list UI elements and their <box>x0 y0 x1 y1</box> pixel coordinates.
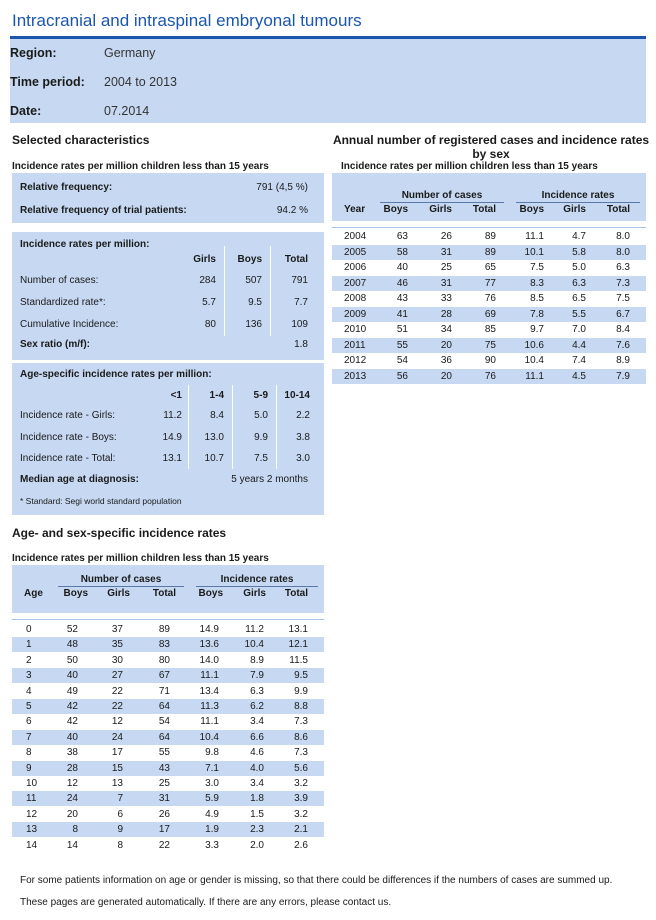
footnote: * Standard: Segi world standard population <box>20 496 182 506</box>
row-key-cell: 13 <box>26 824 38 836</box>
value-cell: 20 <box>440 339 452 351</box>
value-cell: 31 <box>158 793 170 805</box>
value-cell: 65 <box>484 262 496 273</box>
value-cell: 3.9 <box>294 793 308 805</box>
value-cell: 7.8 <box>530 308 544 320</box>
value-cell: 33 <box>440 293 452 304</box>
value-cell: 13 <box>111 778 123 789</box>
value-cell: 3.3 <box>205 839 219 851</box>
value-cell: 9.5 <box>248 297 262 308</box>
value-cell: 5.6 <box>294 762 308 774</box>
group-underline <box>58 586 184 587</box>
col-rate-boys: Boys <box>519 204 544 215</box>
row-label: Incidence rate - Girls: <box>20 410 116 421</box>
value-cell: 7.6 <box>616 339 630 351</box>
value-cell: 11.3 <box>200 701 219 712</box>
col-lt1: <1 <box>170 390 182 401</box>
header-separator <box>12 619 324 620</box>
value-cell: 58 <box>396 246 408 258</box>
value-cell: 42 <box>66 716 78 728</box>
table-row <box>332 245 646 260</box>
value-cell: 13.4 <box>199 685 219 697</box>
value-cell: 24 <box>66 793 78 805</box>
page-title: Intracranial and intraspinal embryonal tumours <box>12 11 362 30</box>
value-cell: 10.4 <box>199 731 219 743</box>
row-key-cell: 2009 <box>344 308 367 320</box>
value-cell: 791 <box>291 275 308 286</box>
row-key-cell: 2004 <box>344 231 367 242</box>
value-cell: 75 <box>484 339 496 351</box>
row-label: Incidence rate - Total: <box>20 453 116 464</box>
annual-table <box>332 173 646 383</box>
value-cell: 11.1 <box>525 231 544 242</box>
value-cell: 7.9 <box>250 670 264 682</box>
value-cell: 51 <box>396 324 408 335</box>
row-key-cell: 2011 <box>344 339 366 351</box>
table-row <box>12 714 324 729</box>
value-cell: 17 <box>158 824 170 836</box>
info-value: Germany <box>104 46 156 60</box>
table-row <box>12 684 324 699</box>
value-cell: 7.0 <box>572 324 586 335</box>
value-cell: 9 <box>117 824 123 836</box>
row-key-cell: 1 <box>26 639 32 651</box>
value-cell: 3.0 <box>296 453 310 464</box>
row-key-cell: 12 <box>26 808 38 820</box>
sex-ratio-label: Sex ratio (m/f): <box>20 339 91 350</box>
value-cell: 10.4 <box>244 639 264 651</box>
table-row <box>12 730 324 745</box>
col-rate-total: Total <box>284 588 308 599</box>
value-cell: 10.6 <box>524 339 544 351</box>
value-cell: 40 <box>66 670 78 682</box>
group-rates: Incidence rates <box>541 190 615 201</box>
group-cases: Number of cases <box>401 190 483 201</box>
row-key-cell: 2 <box>26 654 32 666</box>
value-cell: 13.1 <box>162 453 182 464</box>
value-cell: 25 <box>158 778 170 789</box>
row-key-cell: 2013 <box>344 370 367 382</box>
value-cell: 3.4 <box>250 778 264 789</box>
value-cell: 4.5 <box>572 370 586 382</box>
row-key-cell: 4 <box>26 685 32 697</box>
incidence-panel <box>12 232 324 360</box>
row-key-cell: 6 <box>26 716 32 728</box>
col-girls: Girls <box>429 204 452 215</box>
value-cell: 46 <box>396 277 408 289</box>
value-cell: 7 <box>117 793 123 805</box>
info-value: 2004 to 2013 <box>104 75 177 89</box>
value-cell: 3.2 <box>294 778 308 789</box>
value-cell: 89 <box>484 231 496 242</box>
col-girls: Girls <box>107 588 130 599</box>
value-cell: 9.9 <box>254 432 268 443</box>
table-row <box>12 653 324 668</box>
annual-heading-line: by sex <box>472 147 510 161</box>
value-cell: 7.9 <box>616 370 630 382</box>
value-cell: 3.8 <box>296 432 310 443</box>
value-cell: 8.0 <box>616 246 630 258</box>
row-key-cell: 2010 <box>344 324 367 335</box>
value-cell: 9.7 <box>530 324 544 335</box>
value-cell: 38 <box>66 747 78 759</box>
table-row <box>332 369 646 384</box>
value-cell: 7.7 <box>294 297 308 308</box>
col-boys: Boys <box>63 588 88 599</box>
value-cell: 5.9 <box>205 793 219 805</box>
selected-heading: Selected characteristics <box>12 133 150 147</box>
info-value: 07.2014 <box>104 104 150 118</box>
selected-subheading: Incidence rates per million children less than 15 years <box>12 161 269 172</box>
age-specific-heading: Age-specific incidence rates per million: <box>20 369 212 380</box>
value-cell: 15 <box>111 762 123 774</box>
row-key-cell: 2006 <box>344 262 367 273</box>
value-cell: 136 <box>245 319 262 330</box>
value-cell: 12 <box>66 778 78 789</box>
value-cell: 6.3 <box>250 685 264 697</box>
table-row <box>12 822 324 837</box>
value-cell: 9.5 <box>294 670 308 682</box>
value-cell: 27 <box>111 670 123 682</box>
value-cell: 1.9 <box>205 824 219 836</box>
median-age-value: 5 years 2 months <box>231 474 308 485</box>
agesex-subheading: Incidence rates per million children less than 15 years <box>12 553 269 564</box>
value-cell: 2.0 <box>250 839 264 851</box>
table-row <box>332 353 646 368</box>
value-cell: 3.0 <box>205 778 219 789</box>
footer-note: For some patients information on age or gender is missing, so that there could be differences if the numbers of cases are summed up. <box>20 875 613 886</box>
footer-note: These pages are generated automatically. If there are any errors, please contact us. <box>20 897 392 908</box>
value-cell: 13.1 <box>288 624 308 635</box>
value-cell: 1.8 <box>250 793 264 805</box>
value-cell: 22 <box>111 701 123 712</box>
table-row <box>12 761 324 776</box>
value-cell: 14.9 <box>162 432 182 443</box>
info-label: Date: <box>10 104 42 118</box>
table-row <box>332 322 646 337</box>
value-cell: 26 <box>158 808 170 820</box>
value-cell: 83 <box>158 639 170 651</box>
value-cell: 7.3 <box>616 277 630 289</box>
row-key-cell: 10 <box>26 778 38 789</box>
value-cell: 54 <box>396 355 408 366</box>
value-cell: 50 <box>66 654 78 666</box>
value-cell: 11.1 <box>200 716 219 728</box>
value-cell: 56 <box>396 370 408 382</box>
value-cell: 2.6 <box>294 839 308 851</box>
value-cell: 4.6 <box>250 747 264 759</box>
value-cell: 36 <box>440 355 452 366</box>
value-cell: 8.4 <box>616 324 630 335</box>
table-row <box>332 229 646 244</box>
table-row <box>12 668 324 683</box>
value-cell: 34 <box>440 324 452 335</box>
value-cell: 10.1 <box>524 246 544 258</box>
value-cell: 64 <box>158 731 170 743</box>
row-key-cell: 2005 <box>344 246 367 258</box>
group-rates: Incidence rates <box>220 574 294 585</box>
value-cell: 54 <box>158 716 170 728</box>
value-cell: 13.6 <box>199 639 219 651</box>
value-cell: 30 <box>111 654 123 666</box>
value-cell: 40 <box>66 731 78 743</box>
value-cell: 5.7 <box>202 297 216 308</box>
trial-label: Relative frequency of trial patients: <box>20 205 187 216</box>
value-cell: 507 <box>245 275 262 286</box>
table-row <box>332 291 646 306</box>
value-cell: 14.9 <box>199 624 219 635</box>
value-cell: 11.1 <box>525 370 544 382</box>
value-cell: 89 <box>484 246 496 258</box>
value-cell: 14 <box>66 839 78 851</box>
value-cell: 48 <box>66 639 78 651</box>
value-cell: 31 <box>440 246 452 258</box>
value-cell: 85 <box>484 324 496 335</box>
value-cell: 40 <box>396 262 408 273</box>
value-cell: 6.7 <box>616 308 630 320</box>
value-cell: 12 <box>111 716 123 728</box>
value-cell: 2.2 <box>296 410 310 421</box>
table-row <box>332 338 646 353</box>
relative-frequency-panel <box>12 173 324 223</box>
group-underline <box>380 202 504 203</box>
row-key-cell: 2008 <box>344 293 367 304</box>
trial-value: 94.2 % <box>276 205 308 216</box>
value-cell: 2.1 <box>294 824 308 836</box>
row-label: Number of cases: <box>20 275 99 286</box>
value-cell: 8.0 <box>616 231 630 242</box>
value-cell: 284 <box>199 275 216 286</box>
table-row <box>12 838 324 853</box>
col-rate-girls: Girls <box>563 204 586 215</box>
value-cell: 64 <box>158 701 170 712</box>
value-cell: 89 <box>158 624 170 635</box>
value-cell: 43 <box>396 293 408 304</box>
value-cell: 5.0 <box>254 410 268 421</box>
value-cell: 4.0 <box>250 762 264 774</box>
value-cell: 24 <box>111 731 123 743</box>
relative-frequency-label: Relative frequency: <box>20 182 113 193</box>
col-1-4: 1-4 <box>209 390 224 401</box>
row-key-cell: 8 <box>26 747 32 759</box>
annual-subheading: Incidence rates per million children less than 15 years <box>341 161 598 172</box>
value-cell: 7.5 <box>530 262 544 273</box>
age-specific-panel <box>12 363 324 515</box>
col-total: Total <box>472 204 496 215</box>
row-key-cell: 5 <box>26 701 32 712</box>
value-cell: 80 <box>158 654 170 666</box>
value-cell: 7.4 <box>572 355 586 366</box>
table-row <box>12 807 324 822</box>
value-cell: 43 <box>158 762 170 774</box>
value-cell: 7.1 <box>205 762 219 774</box>
col-year: Year <box>344 204 366 215</box>
value-cell: 41 <box>396 308 408 320</box>
value-cell: 52 <box>66 624 78 635</box>
table-row <box>12 699 324 714</box>
value-cell: 90 <box>484 355 496 366</box>
col-total: Total <box>152 588 176 599</box>
value-cell: 8.3 <box>530 277 544 289</box>
value-cell: 28 <box>66 762 78 774</box>
value-cell: 63 <box>396 231 408 242</box>
value-cell: 9.8 <box>205 747 219 759</box>
row-key-cell: 11 <box>26 793 37 805</box>
value-cell: 6.6 <box>250 731 264 743</box>
value-cell: 7.5 <box>616 293 630 304</box>
agesex-heading: Age- and sex-specific incidence rates <box>12 526 227 540</box>
info-label: Time period: <box>10 75 85 89</box>
value-cell: 37 <box>111 624 123 635</box>
value-cell: 2.3 <box>250 824 264 836</box>
table-row <box>332 276 646 291</box>
table-row <box>12 791 324 806</box>
value-cell: 69 <box>484 308 496 320</box>
value-cell: 8.4 <box>210 410 224 421</box>
incidence-heading: Incidence rates per million: <box>20 239 150 250</box>
info-label: Region: <box>10 46 57 60</box>
col-rate-total: Total <box>606 204 630 215</box>
value-cell: 71 <box>158 685 170 697</box>
group-underline <box>196 586 318 587</box>
value-cell: 8.5 <box>530 293 544 304</box>
value-cell: 3.4 <box>250 716 264 728</box>
value-cell: 20 <box>66 808 78 820</box>
table-row <box>12 745 324 760</box>
value-cell: 22 <box>111 685 123 697</box>
value-cell: 8.9 <box>250 654 264 666</box>
value-cell: 1.5 <box>250 808 264 820</box>
annual-heading-line: Annual number of registered cases and incidence rates <box>332 133 650 147</box>
value-cell: 6 <box>117 808 123 820</box>
col-boys: Boys <box>237 254 262 265</box>
value-cell: 26 <box>440 231 452 242</box>
value-cell: 20 <box>440 370 452 382</box>
value-cell: 8 <box>117 839 123 851</box>
value-cell: 7.3 <box>294 747 308 759</box>
col-rate-girls: Girls <box>243 588 266 599</box>
value-cell: 42 <box>66 701 78 712</box>
row-label: Cumulative Incidence: <box>20 319 119 330</box>
row-key-cell: 2012 <box>344 355 367 366</box>
value-cell: 8.9 <box>616 355 630 366</box>
table-row <box>332 307 646 322</box>
value-cell: 7.3 <box>294 716 308 728</box>
value-cell: 80 <box>204 319 216 330</box>
value-cell: 25 <box>440 262 452 273</box>
table-row <box>12 622 324 637</box>
value-cell: 8 <box>72 824 78 836</box>
row-key-cell: 0 <box>26 624 32 635</box>
row-key-cell: 2007 <box>344 277 367 289</box>
value-cell: 55 <box>158 747 170 759</box>
value-cell: 6.3 <box>572 277 586 289</box>
value-cell: 14.0 <box>199 654 219 666</box>
table-row <box>12 637 324 652</box>
value-cell: 3.2 <box>294 808 308 820</box>
value-cell: 9.9 <box>294 685 308 697</box>
value-cell: 55 <box>396 339 408 351</box>
value-cell: 76 <box>484 370 496 382</box>
value-cell: 5.5 <box>572 308 586 320</box>
value-cell: 7.5 <box>254 453 268 464</box>
row-key-cell: 14 <box>26 839 38 851</box>
col-girls: Girls <box>193 254 216 265</box>
value-cell: 4.4 <box>572 339 586 351</box>
value-cell: 11.2 <box>163 410 182 421</box>
table-row <box>12 776 324 791</box>
value-cell: 11.5 <box>289 654 308 666</box>
agesex-table <box>12 565 324 851</box>
value-cell: 8.8 <box>294 701 308 712</box>
row-label: Standardized rate*: <box>20 297 106 308</box>
table-row <box>332 260 646 275</box>
value-cell: 17 <box>111 747 123 759</box>
col-total: Total <box>284 254 308 265</box>
value-cell: 76 <box>484 293 496 304</box>
sex-ratio-value: 1.8 <box>294 339 308 350</box>
value-cell: 49 <box>66 685 78 697</box>
value-cell: 11.1 <box>200 670 219 682</box>
value-cell: 67 <box>158 670 170 682</box>
value-cell: 10.7 <box>204 453 224 464</box>
value-cell: 6.5 <box>572 293 586 304</box>
col-age: Age <box>24 588 43 599</box>
annual-heading <box>332 133 650 161</box>
col-5-9: 5-9 <box>253 390 268 401</box>
row-key-cell: 9 <box>26 762 32 774</box>
group-underline <box>516 202 640 203</box>
value-cell: 10.4 <box>524 355 544 366</box>
value-cell: 4.9 <box>205 808 219 820</box>
relative-frequency-value: 791 (4,5 %) <box>256 182 308 193</box>
value-cell: 5.0 <box>572 262 586 273</box>
col-boys: Boys <box>383 204 408 215</box>
value-cell: 8.6 <box>294 731 308 743</box>
value-cell: 12.1 <box>288 639 308 651</box>
col-rate-boys: Boys <box>198 588 223 599</box>
value-cell: 11.2 <box>245 624 264 635</box>
value-cell: 6.2 <box>250 701 264 712</box>
value-cell: 6.3 <box>616 262 630 273</box>
value-cell: 13.0 <box>204 432 224 443</box>
value-cell: 109 <box>291 319 308 330</box>
median-age-label: Median age at diagnosis: <box>20 474 139 485</box>
value-cell: 4.7 <box>572 231 586 242</box>
row-key-cell: 7 <box>26 731 32 743</box>
value-cell: 35 <box>111 639 123 651</box>
value-cell: 28 <box>440 308 452 320</box>
value-cell: 5.8 <box>572 246 586 258</box>
value-cell: 22 <box>158 839 170 851</box>
row-key-cell: 3 <box>26 670 32 682</box>
header-separator <box>332 227 646 228</box>
value-cell: 31 <box>440 277 452 289</box>
value-cell: 77 <box>484 277 496 289</box>
col-10-14: 10-14 <box>284 390 310 401</box>
row-label: Incidence rate - Boys: <box>20 432 117 443</box>
group-cases: Number of cases <box>80 574 162 585</box>
